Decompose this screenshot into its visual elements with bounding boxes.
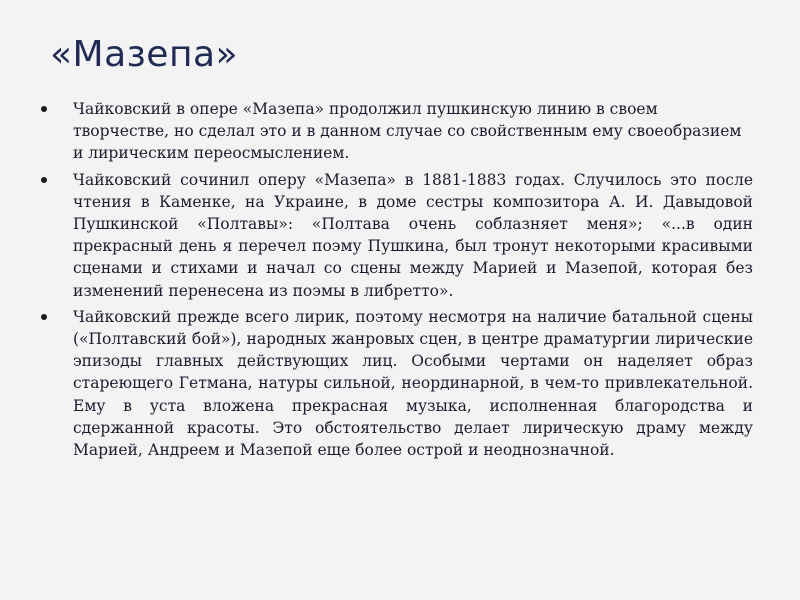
bullet-dot-icon (41, 177, 47, 183)
bullet-item (35, 169, 753, 302)
bullet-dot-icon (41, 106, 47, 112)
bullet-text: Чайковский прежде всего лирик, поэтому несмотря на наличие батальной сцены («Полтавский бой»), народных жанровых сцен, в центре драматургии лирические эпизоды главных действующих лиц. Особыми чертами он наделяет образ стареющего Гетмана, натуры сильной, неординарной, в чем-то привлекательной. Ему в уста вложена прекрасная музыка, исполненная благородства и сдержанной красоты. Это обстоятельство делает лирическую драму между Марией, Андреем и Мазепой еще более острой и неоднозначной. (73, 307, 753, 460)
bullet-item (35, 98, 753, 165)
bullet-item (35, 306, 753, 461)
bullet-text: Чайковский в опере «Мазепа» продолжил пушкинскую линию в своем творчестве, но сделал это и в данном случае со свойственным ему своеобразием и лирическим переосмыслением. (73, 100, 742, 163)
bullet-list (35, 98, 753, 465)
slide-title: «Мазепа» (50, 34, 239, 75)
bullet-text: Чайковский сочинил оперу «Мазепа» в 1881-1883 годах. Случилось это после чтения в Каменке, на Украине, в доме сестры композитора А. И. Давыдовой Пушкинской «Полтавы»: «Полтава очень соблазняет меня»; «...в один прекрасный день я перечел поэму Пушкина, был тронут некоторыми красивыми сценами и стихами и начал со сцены между Марией и Мазепой, которая без изменений перенесена из поэмы в либретто». (73, 170, 753, 300)
bullet-dot-icon (41, 314, 47, 320)
